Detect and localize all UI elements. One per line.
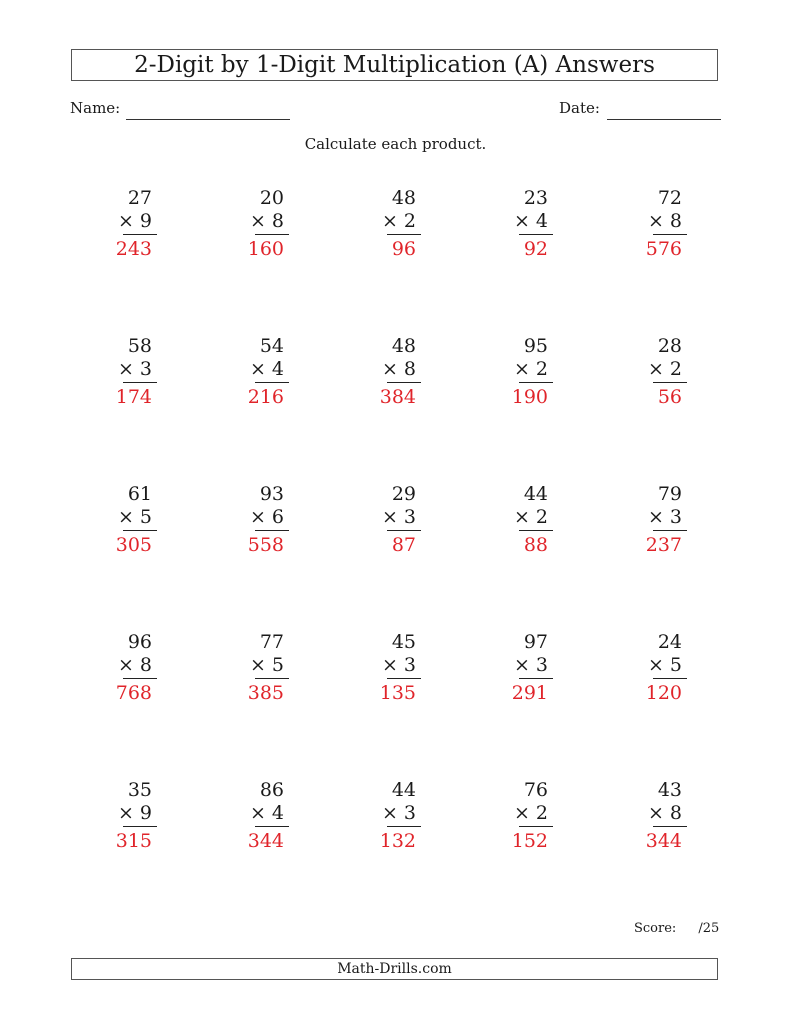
answer-line <box>255 678 289 679</box>
problem-3 <box>366 186 426 266</box>
multiplier-row <box>250 653 284 677</box>
times-sign: × <box>249 654 266 676</box>
multiplicand: 76 <box>523 779 548 801</box>
problem-19 <box>498 630 558 710</box>
problem-8 <box>366 334 426 414</box>
multiplier-row <box>250 801 284 825</box>
product-answer: 152 <box>511 830 548 852</box>
product-answer: 87 <box>391 534 416 556</box>
multiplicand: 72 <box>657 187 682 209</box>
times-sign: × <box>381 506 398 528</box>
multiplicand: 48 <box>391 335 416 357</box>
multiplicand: 44 <box>523 483 548 505</box>
multiplier: 8 <box>669 210 682 232</box>
multiplier: 2 <box>403 210 416 232</box>
problem-12 <box>234 482 294 562</box>
multiplier: 5 <box>669 654 682 676</box>
answer-line <box>653 826 687 827</box>
product-answer: 344 <box>645 830 682 852</box>
multiplier: 2 <box>535 802 548 824</box>
product-answer: 190 <box>511 386 548 408</box>
product-answer: 385 <box>247 682 284 704</box>
times-sign: × <box>117 506 134 528</box>
score-total: /25 <box>698 921 720 936</box>
date-label: Date: <box>559 99 600 117</box>
multiplicand: 28 <box>657 335 682 357</box>
times-sign: × <box>513 654 530 676</box>
times-sign: × <box>513 358 530 380</box>
multiplier: 8 <box>139 654 152 676</box>
multiplier-row <box>648 209 682 233</box>
times-sign: × <box>381 358 398 380</box>
multiplier: 3 <box>403 506 416 528</box>
multiplier-row <box>382 801 416 825</box>
multiplier: 3 <box>403 654 416 676</box>
answer-line <box>387 382 421 383</box>
answer-line <box>387 234 421 235</box>
problem-24 <box>498 778 558 858</box>
times-sign: × <box>117 358 134 380</box>
times-sign: × <box>647 802 664 824</box>
multiplicand: 77 <box>259 631 284 653</box>
name-line <box>126 119 290 120</box>
problem-2 <box>234 186 294 266</box>
multiplier-row <box>118 505 152 529</box>
multiplier-row <box>648 801 682 825</box>
product-answer: 384 <box>379 386 416 408</box>
multiplier: 5 <box>271 654 284 676</box>
problem-9 <box>498 334 558 414</box>
product-answer: 216 <box>247 386 284 408</box>
answer-line <box>519 826 553 827</box>
answer-line <box>519 234 553 235</box>
multiplicand: 61 <box>127 483 152 505</box>
multiplier: 6 <box>271 506 284 528</box>
times-sign: × <box>513 210 530 232</box>
multiplicand: 23 <box>523 187 548 209</box>
multiplier-row <box>382 653 416 677</box>
product-answer: 160 <box>247 238 284 260</box>
answer-line <box>519 382 553 383</box>
worksheet-title-text: 2-Digit by 1-Digit Multiplication (A) Answers <box>134 51 655 78</box>
problem-5 <box>632 186 692 266</box>
times-sign: × <box>647 358 664 380</box>
date-line <box>607 119 721 120</box>
product-answer: 88 <box>523 534 548 556</box>
multiplier: 3 <box>139 358 152 380</box>
product-answer: 344 <box>247 830 284 852</box>
answer-line <box>653 234 687 235</box>
times-sign: × <box>513 802 530 824</box>
times-sign: × <box>513 506 530 528</box>
footer-text: Math-Drills.com <box>337 961 452 977</box>
times-sign: × <box>647 210 664 232</box>
problem-23 <box>366 778 426 858</box>
multiplier-row <box>118 209 152 233</box>
multiplier: 2 <box>535 358 548 380</box>
answer-line <box>653 530 687 531</box>
multiplicand: 86 <box>259 779 284 801</box>
multiplier-row <box>514 801 548 825</box>
problem-13 <box>366 482 426 562</box>
multiplier: 4 <box>271 358 284 380</box>
problem-22 <box>234 778 294 858</box>
multiplier-row <box>382 505 416 529</box>
problem-1 <box>102 186 162 266</box>
multiplicand: 96 <box>127 631 152 653</box>
multiplicand: 27 <box>127 187 152 209</box>
multiplier: 8 <box>271 210 284 232</box>
multiplier: 4 <box>271 802 284 824</box>
problem-14 <box>498 482 558 562</box>
answer-line <box>387 826 421 827</box>
multiplier: 9 <box>139 210 152 232</box>
multiplicand: 43 <box>657 779 682 801</box>
multiplicand: 24 <box>657 631 682 653</box>
product-answer: 243 <box>115 238 152 260</box>
problem-11 <box>102 482 162 562</box>
multiplier-row <box>514 505 548 529</box>
answer-line <box>255 382 289 383</box>
product-answer: 315 <box>115 830 152 852</box>
answer-line <box>653 678 687 679</box>
multiplier-row <box>250 357 284 381</box>
problem-21 <box>102 778 162 858</box>
problem-17 <box>234 630 294 710</box>
answer-line <box>123 678 157 679</box>
multiplier: 9 <box>139 802 152 824</box>
product-answer: 96 <box>391 238 416 260</box>
answer-line <box>255 530 289 531</box>
answer-line <box>519 530 553 531</box>
problem-20 <box>632 630 692 710</box>
problem-7 <box>234 334 294 414</box>
multiplier: 8 <box>669 802 682 824</box>
multiplier-row <box>118 801 152 825</box>
multiplier-row <box>118 653 152 677</box>
multiplier: 3 <box>669 506 682 528</box>
answer-line <box>255 826 289 827</box>
multiplicand: 20 <box>259 187 284 209</box>
times-sign: × <box>117 654 134 676</box>
times-sign: × <box>249 802 266 824</box>
footer <box>71 958 718 980</box>
multiplicand: 48 <box>391 187 416 209</box>
multiplier: 3 <box>403 802 416 824</box>
multiplier-row <box>648 505 682 529</box>
multiplier-row <box>118 357 152 381</box>
multiplier: 4 <box>535 210 548 232</box>
product-answer: 305 <box>115 534 152 556</box>
multiplier: 2 <box>669 358 682 380</box>
times-sign: × <box>381 802 398 824</box>
answer-line <box>123 530 157 531</box>
product-answer: 558 <box>247 534 284 556</box>
answer-line <box>123 382 157 383</box>
multiplicand: 79 <box>657 483 682 505</box>
multiplier: 5 <box>139 506 152 528</box>
product-answer: 768 <box>115 682 152 704</box>
times-sign: × <box>249 210 266 232</box>
answer-line <box>519 678 553 679</box>
problem-15 <box>632 482 692 562</box>
multiplier: 8 <box>403 358 416 380</box>
multiplier-row <box>514 653 548 677</box>
answer-line <box>653 382 687 383</box>
problem-18 <box>366 630 426 710</box>
times-sign: × <box>249 358 266 380</box>
product-answer: 174 <box>115 386 152 408</box>
product-answer: 132 <box>379 830 416 852</box>
multiplicand: 35 <box>127 779 152 801</box>
multiplicand: 95 <box>523 335 548 357</box>
product-answer: 237 <box>645 534 682 556</box>
product-answer: 135 <box>379 682 416 704</box>
multiplicand: 54 <box>259 335 284 357</box>
times-sign: × <box>249 506 266 528</box>
product-answer: 120 <box>645 682 682 704</box>
score <box>634 921 719 937</box>
problem-4 <box>498 186 558 266</box>
multiplier-row <box>250 209 284 233</box>
answer-line <box>387 530 421 531</box>
answer-line <box>123 234 157 235</box>
multiplicand: 97 <box>523 631 548 653</box>
multiplier: 3 <box>535 654 548 676</box>
name-label: Name: <box>70 99 121 117</box>
score-label: Score: <box>634 921 677 936</box>
problem-16 <box>102 630 162 710</box>
answer-line <box>123 826 157 827</box>
times-sign: × <box>647 506 664 528</box>
multiplicand: 45 <box>391 631 416 653</box>
problem-6 <box>102 334 162 414</box>
multiplier: 2 <box>535 506 548 528</box>
multiplicand: 44 <box>391 779 416 801</box>
instructions: Calculate each product. <box>304 135 487 153</box>
answer-line <box>387 678 421 679</box>
product-answer: 56 <box>657 386 682 408</box>
worksheet-title <box>71 49 718 81</box>
product-answer: 576 <box>645 238 682 260</box>
multiplier-row <box>514 357 548 381</box>
answer-line <box>255 234 289 235</box>
problem-10 <box>632 334 692 414</box>
multiplier-row <box>382 357 416 381</box>
multiplicand: 29 <box>391 483 416 505</box>
multiplier-row <box>648 357 682 381</box>
times-sign: × <box>381 210 398 232</box>
multiplicand: 93 <box>259 483 284 505</box>
problem-25 <box>632 778 692 858</box>
times-sign: × <box>117 802 134 824</box>
multiplier-row <box>250 505 284 529</box>
times-sign: × <box>381 654 398 676</box>
multiplicand: 58 <box>127 335 152 357</box>
product-answer: 291 <box>511 682 548 704</box>
product-answer: 92 <box>523 238 548 260</box>
multiplier-row <box>514 209 548 233</box>
multiplier-row <box>382 209 416 233</box>
times-sign: × <box>117 210 134 232</box>
times-sign: × <box>647 654 664 676</box>
multiplier-row <box>648 653 682 677</box>
